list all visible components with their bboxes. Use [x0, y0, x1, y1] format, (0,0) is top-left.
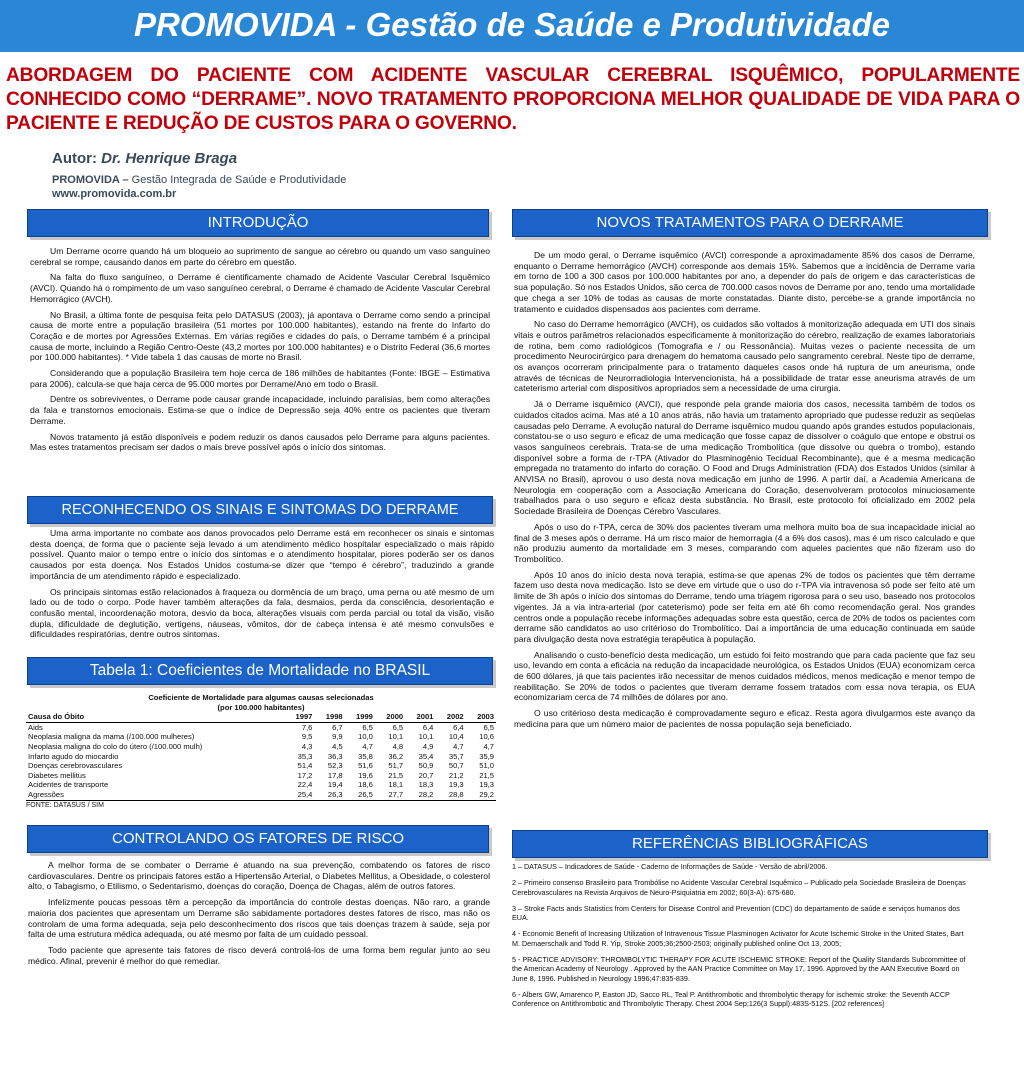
treatments-paragraph: De um modo geral, o Derrame isquêmico (AVCI) corresponde a aproximadamente 85% dos casos de Derrame, enquanto o Derrame hemorrágico (AVCH) corresponde aos demais 15%. Sabemos que a incidência de Derrame varia em torno de 100 a 300 casos por 100.000 habitantes por ano, a depender do país de origem e das características de sua população. Só nos Estados Unidos, são cerca de 700.000 casos novos de Derrame por ano, tendo uma mortalidade que chega a ser 10% de todas as causas de morte constatadas. Diante disto, percebe-se a grande importância no tratamento e cuidados dispensados aos pacientes com derrame. — [514, 250, 975, 314]
table-cell-value: 21,5 — [479, 770, 494, 780]
table-cell-value: 10,1 — [418, 732, 434, 742]
page-banner-title: PROMOVIDA - Gestão de Saúde e Produtividade — [0, 0, 1024, 52]
table-cell-value: 18,3 — [418, 780, 434, 790]
table-row — [26, 790, 496, 800]
intro-paragraph: Dentre os sobreviventes, o Derrame pode causar grande incapacidade, incluindo paralisias, bem como alterações da fala e transtornos emocionais. Estima-se que o índice de Depressão seja 40% entre os pacientes que tiveram Derrame. — [30, 394, 490, 426]
table-cell-value: 10,4 — [448, 732, 464, 742]
section-title-novos-tratamentos: NOVOS TRATAMENTOS PARA O DERRAME — [512, 209, 988, 237]
intro-body — [30, 246, 490, 458]
table-cell-value: 28,8 — [435, 790, 465, 800]
section-title-referencias: REFERÊNCIAS BIBLIOGRÁFICAS — [512, 830, 988, 858]
section-title-introducao: INTRODUÇÃO — [27, 209, 489, 237]
table-caption-line1: Coeficiente de Mortalidade para algumas causas selecionadas — [148, 693, 374, 702]
section-title-sinais-sintomas: RECONHECENDO OS SINAIS E SINTOMAS DO DERRAME — [27, 496, 493, 524]
table-cell-value: 27,7 — [375, 790, 405, 800]
table-cell-value: 18,1 — [388, 780, 404, 790]
risk-paragraph: Todo paciente que apresente tais fatores de risco deverá controlá-los de uma forma bem regular junto ao seu médico. Afinal, prevenir é melhor do que remediar. — [28, 944, 490, 966]
table-cell-value: 51,0 — [479, 761, 494, 771]
affiliation-desc: Gestão Integrada de Saúde e Produtividade — [131, 174, 347, 186]
table-row — [26, 732, 496, 742]
table-cell-value: 19,3 — [479, 780, 494, 790]
signs-body — [30, 528, 494, 645]
reference-item: 5 - PRACTICE ADVISORY: THROMBOLYTIC THERAPY FOR ACUTE ISCHEMIC STROKE: Report of the Quality Standards Subcommittee of the American Academy of Neurology . Approved by the AAN Practice Committee on May 17, 1996. Approved by the AAN Executive Board on June 8, 1996. Published in Neurology 1996;47:835-839. — [512, 955, 966, 983]
intro-paragraph: Novos tratamento já estão disponíveis e podem reduzir os danos causados pelo Derrame para alguns pacientes. Mas estes tratamentos precisam ser dados o mais breve possível após o início dos sintomas. — [30, 431, 490, 453]
table-row — [26, 722, 496, 732]
treatments-paragraph: O uso critérioso desta medicação é comprovadamente seguro e eficaz. Resta agora divulgarmos este avanço da medicina para que um número maior de pacientes de nossa população seja beneficiado. — [514, 708, 975, 729]
table-cell-value: 36,3 — [327, 751, 343, 761]
table-cell-cause: Agressões — [26, 790, 284, 800]
affiliation-url: www.promovida.com.br — [52, 188, 177, 200]
table-cell-value: 29,2 — [466, 790, 496, 800]
author-line — [52, 150, 237, 167]
table-cell-value: 7,6 — [301, 722, 313, 732]
reference-item: 4 - Economic Benefit of Increasing Utilization of Intravenous Tissue Plasminogen Activator for Acute Ischemic Stroke in the United States, Bart M. Demaerschalk and Todd R. Yip, Stroke 2005;36;2500-2503; originally published online Oct 13, 2005; — [512, 929, 964, 948]
headline: ABORDAGEM DO PACIENTE COM ACIDENTE VASCULAR CEREBRAL ISQUÊMICO, POPULARMENTE CONHECIDO COMO “DERRAME”. NOVO TRATAMENTO PROPORCIONA MELHOR QUALIDADE DE VIDA PARA O PACIENTE E REDUÇÃO DE CUSTOS PARA O GOVERNO. — [6, 65, 1020, 134]
table-cell-value: 9,5 — [301, 732, 313, 742]
table-cell-value: 19,3 — [448, 780, 464, 790]
table-row — [26, 742, 496, 752]
table-cell-value: 26,5 — [345, 790, 375, 800]
table-cell-value: 9,9 — [332, 732, 343, 742]
table-cell-value: 4,9 — [422, 741, 434, 751]
treatments-paragraph: Após 10 anos do início desta nova terapia, estima-se que apenas 2% de todos os pacientes que têm derrame fazem uso desta nova medicação. Isto se deve em virtude que o uso do r-TPA via intravenosa só pode ser feito até um limite de 3h após o início dos sintomas do Derrame, tendo uma triagem rigorosa para o seu uso, baseado nos protocolos vigentes. Já a via intra-arterial (por cateterismo) pode ser feita em até 6h como recomendação geral. Nos grandes centros onde a população recebe informações adequadas sobre esta questão, cerca de 20% de todos os pacientes com derrame são candidatos ao uso critérioso do Trombolítico. Daí a importância de uma educação continuada em saúde para divulgação desta nova estratégia terapêutica à população. — [514, 569, 975, 644]
table-cell-value: 51,4 — [297, 761, 313, 771]
table-cell-value: 6,4 — [422, 722, 434, 732]
table-cell-cause: Diabetes mellitus — [28, 770, 86, 780]
table-cell-value: 19,6 — [358, 770, 373, 780]
mortality-table-block — [26, 693, 496, 810]
table-cell-value: 17,2 — [297, 770, 313, 780]
table-cell-value: 51,7 — [388, 761, 404, 771]
table-cell-value: 22,4 — [297, 780, 313, 790]
table-cell-value: 35,9 — [479, 751, 494, 761]
table-row — [26, 780, 496, 790]
table-cell-cause: Acidentes de transporte — [28, 780, 109, 790]
table-cell-value: 10,6 — [479, 732, 494, 742]
table-caption-line2: (por 100.000 habitantes) — [217, 702, 305, 712]
table-cell-value: 18,6 — [358, 780, 373, 790]
table-cell-value: 35,4 — [418, 751, 434, 761]
risk-body — [28, 860, 490, 971]
table-source: FONTE: DATASUS / SIM — [26, 801, 104, 809]
author-label: Autor: — [52, 150, 97, 167]
table-header-row — [26, 712, 496, 722]
references-list — [512, 862, 972, 1016]
table-cell-value: 4,7 — [483, 741, 494, 751]
table-row — [26, 761, 496, 771]
table-cell-value: 4,7 — [362, 741, 373, 751]
treatments-paragraph: No caso do Derrame hemorrágico (AVCH), os cuidados são voltados à monitorização adequada em UTI dos sinais vitais e outros parâmetros relacionados especificamente à monitorização do cérebro, realização de exames laboratoriais de rotina, bem como radiológicos (Tomografia e / ou Ressonância). Muitas vezes o paciente necessita de um procedimento Neurocirúrgico para drenagem do hematoma causado pelo sangramento cerebral. Neste tipo de derrame, os avanços ocorreram principalmente para o tratamento daqueles casos onde há ruptura de um aneurisma, onde através de técnicas de Neurorradiologia Intervencionista, há a possibilidade de tratar esse aneurisma através de um cateterismo arterial com dispositivos apropriados sem a necessidade de uma cirurgia. — [514, 319, 975, 394]
table-header-cell: 2002 — [435, 712, 465, 722]
treatments-paragraph: Já o Derrame isquêmico (AVCI), que responde pela grande maioria dos casos, necessita também de todos os cuidados citados acima. Mas até a 10 anos atrás, não havia um tratamento apropriado que pudesse reduzir as seqüelas causadas pelo Derrame. A evolução natural do Derrame isquêmico mudou quando após grandes estudos populacionais, constatou-se o uso seguro e eficaz de uma medicação que fosse capaz de dissolver o coágulo que entope e obstrui os vasos sanguíneos cerebrais. Trata-se de uma medicação Trombolítica (que dissolve ou quebra o trombo), estando disponível sobre a forma de r-TPA (Ativador do Plasminogênio Tecidual Recombinante), que é a mesma medicação empregada no tratamento do infarto do coração. O Food and Drugs Administration (FDA) dos Estados Unidos (similar à ANVISA no Brasil), aprovou o uso desta nova medicação em junho de 1996. A partir daí, a Academia Americana de Neurologia em cooperação com a Associação Americana do Coração, desenvolveram protocolos minuciosamente trabalhados para o uso seguro e eficaz desta substância. No Brasil, este protocolo foi oficializado em 2002 pela Sociedade Brasileira de Doenças Cérebro Vasculares. — [514, 399, 975, 517]
table-cell-value: 21,2 — [448, 770, 464, 780]
table-cell-value: 21,5 — [388, 770, 404, 780]
table-header-cell: 1997 — [284, 712, 314, 722]
intro-paragraph: No Brasil, a última fonte de pesquisa feita pelo DATASUS (2003), já apontava o Derrame como sendo a principal causa de morte entre a população brasileira (51 mortes por 100.000 habitantes), estando na frente do Infarto do Coração e de mortes por Agressões Externas. Em várias regiões e cidades do país, o Derrame também é a principal causa de morte, incluindo a Região Centro-Oeste (43,2 mortes por 100.000 habitantes) e o Distrito Federal (36,6 mortes por 100.000 habitantes). * Vide tabela 1 das causas de morte no Brasil. — [30, 309, 490, 363]
table-cell-value: 36,2 — [388, 751, 404, 761]
treatments-paragraph: Após o uso do r-TPA, cerca de 30% dos pacientes tiveram uma melhora muito boa de sua incapacidade inicial ao final de 3 meses após o derrame. Há um risco maior de hemorragia (4 a 6% dos casos), mas é um risco calculado e que não produziu aumento da mortalidade em 3 meses, comparando com aqueles pacientes que não fizeram uso do Trombolítico. — [514, 521, 975, 564]
affiliation — [52, 173, 346, 201]
table-cell-cause: Neoplasia maligna do colo do útero (/100.000 mulh) — [28, 741, 203, 751]
table-header-cell: 2001 — [405, 712, 435, 722]
section-title-tabela: Tabela 1: Coeficientes de Mortalidade no BRASIL — [27, 657, 493, 685]
reference-item: 3 – Stroke Facts ands Statistics from Centers for Disease Control and Prevention (CDC) do departamento de saúde e serviços humanos dos EUA. — [512, 903, 960, 923]
table-header-cell: 2000 — [375, 712, 405, 722]
table-cell-value: 10,1 — [388, 732, 404, 742]
table-cell-value: 28,2 — [405, 790, 435, 800]
risk-paragraph: Infelizmente poucas pessoas têm a percepção da importância do controle destas doenças. Não raro, a grande maioria dos pacientes que apresentam um Derrame são sabidamente portadores destes fatores de risco, mas não os controlam de uma forma adequada, seja pelo desconhecimento dos riscos que tais doenças trazem à saúde, seja por falta de uma estrutura médica adequada, ou até mesmo por falta de um cuidado pessoal. — [28, 897, 490, 940]
table-cell-value: 35,3 — [297, 751, 313, 761]
signs-paragraph: Os principais sintomas estão relacionados à fraqueza ou dormência de um braço, uma perna ou até mesmo de um lado ou de todo o corpo. Pode haver também alterações da fala, desmaios, perda da consciência, desorientação e confusão mental, incoordenação motora, desvio da boca, alterações visuais com perda parcial ou total da visão, visão dupla, dificuldade de deglutição, vertigens, náuseas, vômitos, dor de cabeça intensa e até mesmo convulsões e dificuldades respiratórias, dentre outros sintomas. — [30, 586, 494, 640]
section-title-fatores-risco: CONTROLANDO OS FATORES DE RISCO — [27, 825, 489, 853]
table-cell-value: 6,5 — [483, 722, 494, 732]
author-name: Dr. Henrique Braga — [101, 150, 238, 167]
table-cell-value: 6,7 — [332, 722, 343, 732]
table-cell-value: 6,5 — [392, 722, 404, 732]
table-cell-cause: Aids — [28, 722, 43, 732]
table-cell-value: 35,7 — [448, 751, 464, 761]
table-cell-value: 19,4 — [327, 780, 343, 790]
intro-paragraph: Um Derrame ocorre quando há um bloqueio ao suprimento de sangue ao cérebro ou quando um vaso sanguíneo cerebral se rompe, causando danos em parte do cérebro em questão. — [30, 246, 490, 267]
table-cell-value: 4,3 — [301, 741, 313, 751]
affiliation-org: PROMOVIDA – — [52, 174, 129, 186]
reference-item: 2 – Primeiro consenso Brasileiro para Trombólise no Acidente Vascular Cerebral Isquêmico – Publicado pela Sociedade Brasileira de Doenças Cerebrovasculares na Revista Arquivos de Neuro-Psiquiatria em 2002; 60(3-A): 675-680. — [512, 878, 966, 897]
mortality-table — [26, 712, 496, 800]
table-cell-value: 20,7 — [418, 770, 434, 780]
intro-paragraph: Na falta do fluxo sanguíneo, o Derrame é cientificamente chamado de Acidente Vascular Cerebral Isquêmico (AVCI). Quando há o rompimento de um vaso sanguíneo cerebral, o Derrame é chamado de Acidente Vascular Cerebral Hemorrágico (AVCH). — [30, 272, 490, 304]
table-header-cell: 2003 — [466, 712, 496, 722]
table-cell-cause: Doenças cerebrovasculares — [28, 761, 123, 771]
table-cell-value: 26,3 — [314, 790, 344, 800]
table-cell-value: 50,9 — [418, 761, 434, 771]
table-cell-value: 17,8 — [327, 770, 343, 780]
table-cell-value: 25,4 — [284, 790, 314, 800]
risk-paragraph: A melhor forma de se combater o Derrame é atuando na sua prevenção, combatendo os fatores de risco cardiovasculares. Dentre os principais fatores estão a Hipertensão Arterial, o Diabetes Mellitus, a Obesidade, o colesterol alto, o Tabagismo, o Etilismo, o Sedentarismo, doenças do coração, Doença de Chagas, além de outros fatores. — [28, 860, 490, 892]
table-cell-value: 4,7 — [453, 741, 464, 751]
signs-paragraph: Uma arma importante no combate aos danos provocados pelo Derrame está em reconhecer os sinais e sintomas desta doença, de forma que o paciente seja levado a um atendimento médico hospitalar especializado o mais rápido possível. Quanto maior o tempo entre o início dos sintomas e o atendimento hospitalar, piores poderão ser os danos causados por esta doença. Nos Estados Unidos costuma-se dizer que “tempo é cérebro”, traduzindo a grande importância de um atendimento rápido e especializado. — [30, 528, 494, 581]
table-header-cell: 1999 — [345, 712, 375, 722]
table-cell-cause: Neoplasia maligna da mama (/100.000 mulheres) — [28, 732, 195, 742]
intro-paragraph: Considerando que a população Brasileira tem hoje cerca de 186 milhões de habitantes (Fonte: IBGE – Estimativa para 2006), calcula-se que haja cerca de 95.000 mortes por Derrame/Ano em todo o Brasil. — [30, 368, 490, 389]
table-cell-value: 51,6 — [358, 761, 373, 771]
table-cell-value: 52,3 — [327, 761, 343, 771]
reference-item: 6 - Albers GW, Amarenco P, Easton JD, Sacco RL, Teal P. Antithrombotic and thrombolytic therapy for ischemic stroke: the Seventh ACCP Conference on Antithrombotic and Thrombolytic Therapy. Chest 2004 Sep;126(3 Suppl):483S-512S. [202 references] — [512, 989, 950, 1009]
table-cell-value: 10,0 — [358, 732, 373, 742]
table-row — [26, 752, 496, 762]
table-header-cell: 1998 — [314, 712, 344, 722]
table-row — [26, 771, 496, 781]
table-cell-value: 35,8 — [358, 751, 373, 761]
table-cell-value: 4,8 — [392, 741, 404, 751]
treatments-paragraph: Analisando o custo-benefício desta medicação, um estudo foi feito mostrando que para cada paciente que faz seu uso, levando em conta a eficácia na redução da incapacidade neurológica, os Estados Unidos (EUA) economizam cerca de 600 dólares, já que tais pacientes irão necessitar de menos cuidados médicos, menos medicação e menor tempo de reabilitação. Se 20% de todos o pacientes que tiveram derrame fossem tratados com essa nova terapia, os EUA economizariam cerca de 74 milhões de dólares por ano. — [514, 649, 975, 703]
table-cell-value: 50,7 — [448, 761, 464, 771]
treatments-body — [514, 250, 975, 735]
table-cell-value: 6,4 — [453, 722, 464, 732]
reference-item: 1 – DATASUS – Indicadores de Saúde - Caderno de Informações de Saúde - Versão de abril/2006. — [512, 862, 828, 871]
table-cell-value: 4,5 — [332, 741, 343, 751]
table-header-cell: Causa do Óbito — [26, 712, 284, 722]
table-cell-value: 6,5 — [362, 722, 373, 732]
table-cell-cause: Infarto agudo do miocardio — [28, 751, 119, 761]
